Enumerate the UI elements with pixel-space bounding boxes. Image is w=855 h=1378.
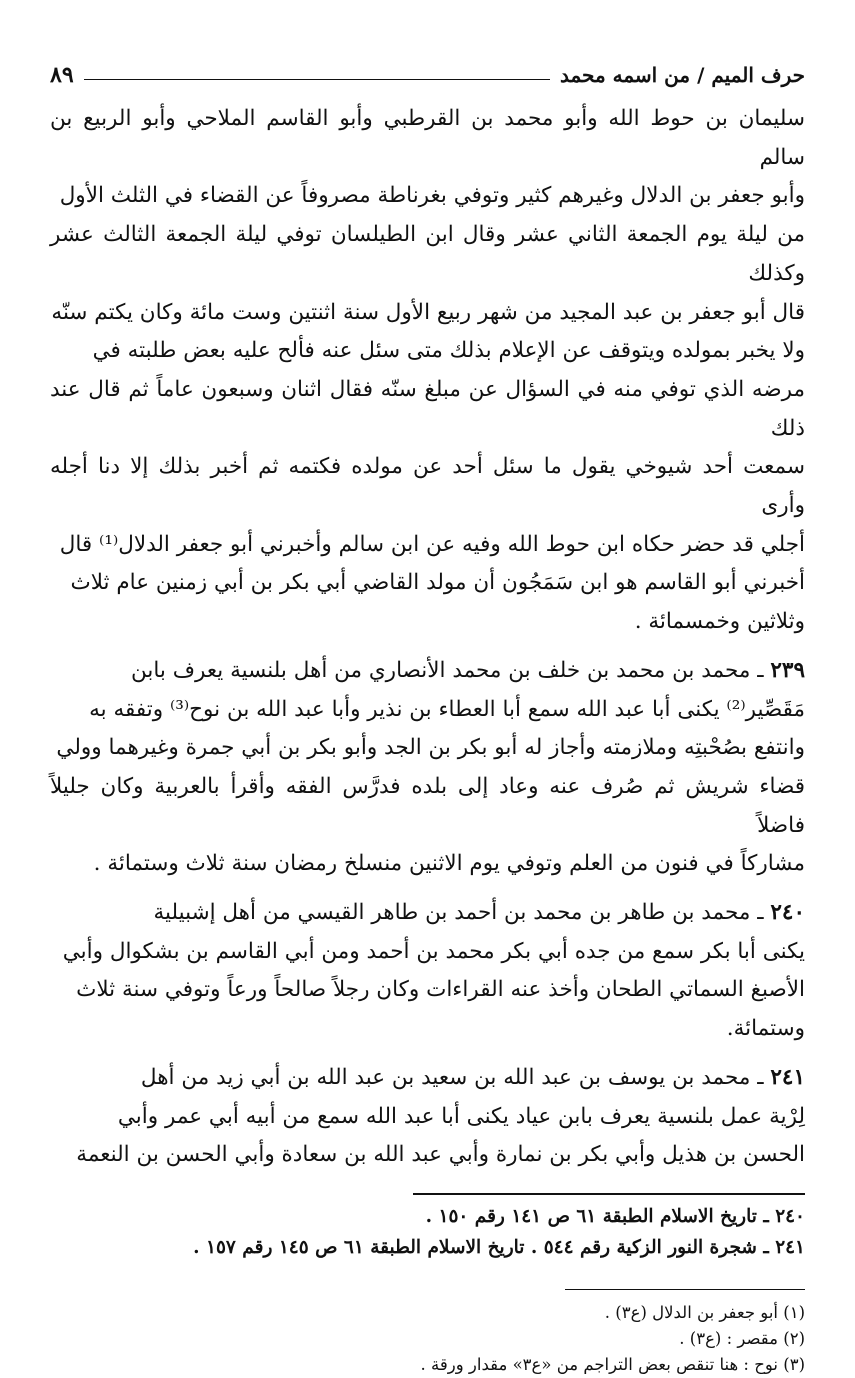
text-line: سليمان بن حوط الله وأبو محمد بن القرطبي وأبو القاسم الملاحي وأبو الربيع بن سالم <box>50 106 805 170</box>
text-line: الحسن بن هذيل وأبي بكر بن نمارة وأبي عبد الله بن سعادة وأبي الحسن بن النعمة <box>76 1142 805 1168</box>
footnote: (٢) مقصر : (ع٣) . <box>679 1328 805 1348</box>
text-line: لِرْية عمل بلنسية يعرف بابن عياد يكنى أبا عبد الله سمع من أبيه أبي عمر وأبي <box>117 1103 805 1129</box>
running-header-title: حرف الميم / من اسمه محمد <box>559 63 805 87</box>
footnote: (١) أبو جعفر بن الدلال (ع٣) . <box>604 1302 805 1322</box>
entry-number: ٢٤٠ <box>770 900 805 926</box>
text-line: وستمائة. <box>726 1016 805 1042</box>
entry-240 <box>50 894 805 1049</box>
sources-rule <box>413 1193 805 1195</box>
text-line <box>50 652 805 691</box>
entry-number: ٢٣٩ <box>770 657 805 683</box>
text-line: ولا يخبر بمولده ويتوقف عن الإعلام بذلك متى سئل عنه فألح عليه بعض طلبته في <box>92 338 805 364</box>
text-line: مشاركاً في فنون من العلم وتوفي يوم الاثنين منسلخ رمضان سنة ثلاث وستمائة . <box>93 851 805 877</box>
main-text <box>50 100 805 1175</box>
entry-241 <box>50 1059 805 1175</box>
text-line: مرضه الذي توفي منه في السؤال عن مبلغ سنّه فقال اثنان وسبعون عاماً ثم قال عند ذلك <box>50 376 805 441</box>
text-line: سمعت أحد شيوخي يقول ما سئل أحد عن مولده فكتمه ثم أخبر بذلك إلا دنا أجله وأرى <box>50 454 805 519</box>
entry-text: ـ محمد بن يوسف بن عبد الله بن سعيد بن عبد الله بن أبي زيد من أهل <box>140 1064 764 1090</box>
sources-list <box>50 1201 805 1263</box>
text-line: الأصبغ السماتي الطحان وأخذ عنه القراءات وكان رجلاً صالحاً ورعاً وتوفي سنة ثلاث <box>76 977 805 1003</box>
text-line <box>50 894 805 933</box>
source-line: ٢٤٠ ـ تاريخ الاسلام الطبقة ٦١ ص ١٤١ رقم ١٥٠ . <box>425 1205 805 1227</box>
source-line: ٢٤١ ـ شجرة النور الزكية رقم ٥٤٤ . تاريخ الاسلام الطبقة ٦١ ص ١٤٥ رقم ١٥٧ . <box>193 1236 805 1258</box>
text-line <box>50 1059 805 1098</box>
text-line: وانتفع بصُحْبتِه وملازمته وأجاز له أبو بكر بن الجد وأبو بكر بن أبي جمرة وغيرهما وولي <box>56 735 805 761</box>
entry-text: ـ محمد بن طاهر بن محمد بن أحمد بن طاهر القيسي من أهل إشبيلية <box>153 900 764 926</box>
entry-239 <box>50 652 805 884</box>
footnote: (٣) نوح : هنا تنقص بعض التراجم من «ع٣» مقدار ورقة . <box>420 1354 805 1374</box>
entry-number: ٢٤١ <box>770 1064 805 1090</box>
footnotes-rule <box>565 1289 805 1290</box>
footnotes-list <box>50 1300 805 1378</box>
text-line: يكنى أبا بكر سمع من جده أبي بكر محمد بن أحمد ومن أبي القاسم بن بشكوال وأبي <box>62 938 805 964</box>
text-line: أخبرني أبو القاسم هو ابن سَمَجُون أن مولد القاضي أبي بكر بن أبي زمنين عام ثلاث <box>70 570 805 596</box>
text-line: وأبو جعفر بن الدلال وغيرهم كثير وتوفي بغرناطة مصروفاً عن القضاء في الثلث الأول <box>59 183 805 209</box>
continued-paragraph <box>50 100 805 642</box>
text-line: أجلي قد حضر حكاه ابن حوط الله وفيه عن ابن سالم وأخبرني أبو جعفر الدلال⁽¹⁾ قال <box>59 531 805 557</box>
header-rule <box>84 79 550 80</box>
text-line: مَقَصِّير⁽²⁾ يكنى أبا عبد الله سمع أبا العطاء بن نذير وأبا عبد الله بن نوح⁽³⁾ وتفقه به <box>89 696 805 722</box>
running-header <box>50 58 805 92</box>
entry-text: ـ محمد بن محمد بن خلف بن محمد الأنصاري من أهل بلنسية يعرف بابن <box>131 657 764 683</box>
text-line: من ليلة يوم الجمعة الثاني عشر وقال ابن الطيلسان توفي ليلة الجمعة الثالث عشر وكذلك <box>50 222 805 286</box>
text-line: قال أبو جعفر بن عبد المجيد من شهر ربيع الأول سنة اثنتين وست مائة وكان يكتم سنّه <box>51 299 805 325</box>
text-line: وثلاثين وخمسمائة . <box>634 609 805 635</box>
text-line: قضاء شريش ثم صُرف عنه وعاد إلى بلده فدرَّس الفقه وأقرأ بالعربية وكان جليلاً فاضلاً <box>50 773 805 838</box>
page-number: ٨٩ <box>50 62 74 88</box>
